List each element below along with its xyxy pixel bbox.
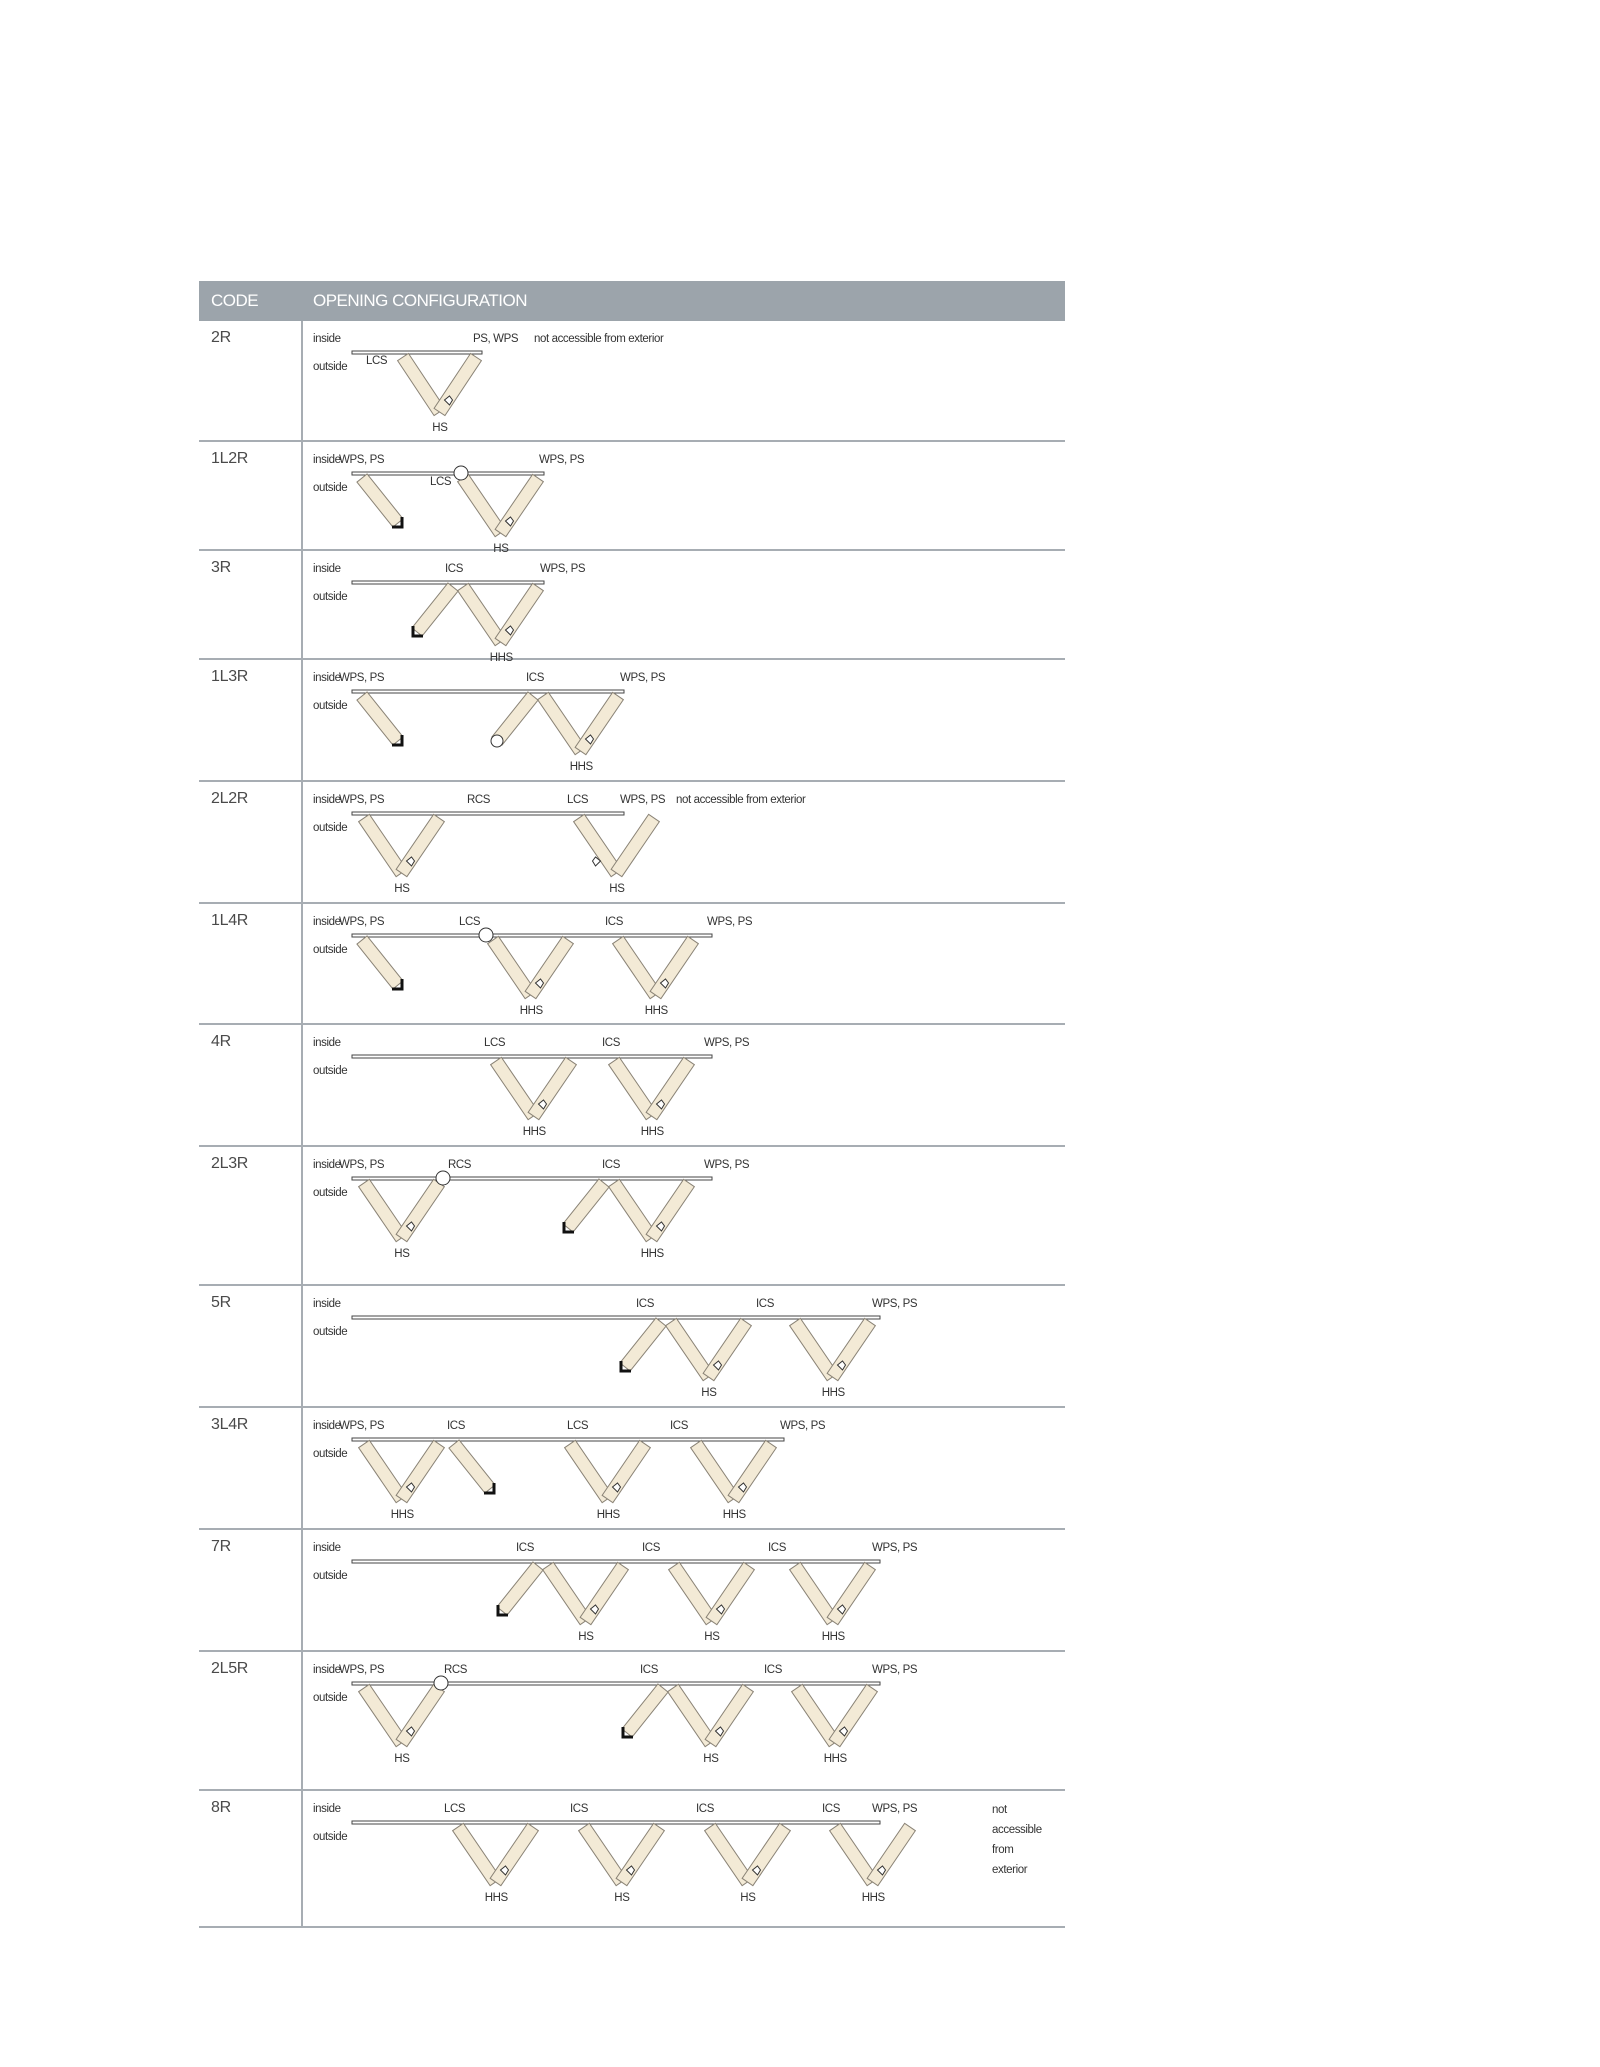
inside-label: inside [313,1159,341,1171]
table-row [199,1652,1065,1791]
diagram-group [313,1037,750,1138]
table-row [199,551,1065,664]
configuration-code: 7R [211,1538,231,1555]
hinge-label: HS [394,1248,410,1260]
hinge-label: HS [704,1631,720,1643]
opening-configuration-diagram [302,660,1062,782]
hinge-label: HHS [596,1509,620,1521]
hinge-label: HHS [640,1248,664,1260]
door-panel [490,1823,538,1885]
position-label: ICS [822,1803,840,1815]
door-panel [449,1440,495,1493]
outside-label: outside [313,1187,348,1199]
opening-configuration-diagram [302,1530,1062,1652]
position-label: WPS, PS [339,794,385,806]
position-label: ICS [602,1159,620,1171]
opening-configuration-diagram [302,1025,1062,1147]
door-panel [575,692,623,754]
outside-label: outside [313,822,348,834]
opening-configuration-diagram [302,321,1062,442]
position-label: ICS [602,1037,620,1049]
position-label: ICS [768,1542,786,1554]
door-panel [412,583,458,636]
inside-label: inside [313,333,341,345]
configuration-code: 3L4R [211,1416,249,1433]
hinge-label: HHS [722,1509,746,1521]
hinge-label: HS [703,1753,719,1765]
pivot-knob-icon [491,735,503,747]
table-row [199,1147,1065,1286]
door-panel [611,814,659,876]
pivot-knob-icon [454,466,468,480]
position-label: RCS [444,1664,468,1676]
door-panel [357,936,403,989]
door-panel [495,583,543,645]
door-panel [396,1179,444,1241]
opening-configuration-diagram [302,1286,1062,1408]
position-label: WPS, PS [704,1037,750,1049]
configuration-code: 2L3R [211,1155,249,1172]
diagram-group [313,1542,918,1643]
access-note: not accessible from exterior [676,794,806,806]
position-label: WPS, PS [339,1420,385,1432]
position-label: LCS [444,1803,466,1815]
hinge-label: HHS [861,1892,885,1904]
hinge-label: HS [432,422,448,434]
outside-label: outside [313,1692,348,1704]
hinge-label: HHS [489,652,513,664]
hinge-label: HS [701,1387,717,1399]
hinge-label: HHS [390,1509,414,1521]
inside-label: inside [313,1664,341,1676]
position-label: WPS, PS [872,1803,918,1815]
configuration-code: 5R [211,1294,231,1311]
position-label: ICS [764,1664,782,1676]
hinge-label: HHS [823,1753,847,1765]
access-note: from [992,1844,1014,1856]
outside-label: outside [313,1570,348,1582]
hinge-label: HHS [484,1892,508,1904]
diagram-group [313,1803,1042,1904]
position-label: ICS [640,1664,658,1676]
track-line [352,690,624,693]
door-panel [528,1057,576,1119]
position-label: LCS [459,916,481,928]
position-label: ICS [516,1542,534,1554]
door-panel [497,1562,543,1615]
opening-configuration-diagram [302,782,1062,904]
table-row [199,660,1065,782]
position-label: WPS, PS [539,454,585,466]
position-label: WPS, PS [620,794,666,806]
position-label: WPS, PS [540,563,586,575]
access-note: exterior [992,1864,1028,1876]
track-line [352,472,544,475]
hinge-label: HHS [821,1387,845,1399]
position-label: WPS, PS [872,1298,918,1310]
door-panel [580,1562,628,1624]
position-label: WPS, PS [872,1542,918,1554]
pivot-knob-icon [434,1676,448,1690]
access-note: not [992,1804,1007,1816]
door-panel [563,1179,609,1232]
door-panel [434,353,481,415]
hinge-label: HS [578,1631,594,1643]
outside-label: outside [313,361,348,373]
configuration-column-header: OPENING CONFIGURATION [313,291,527,310]
track-line [352,1682,880,1685]
hinge-label: HHS [522,1126,546,1138]
track-line [352,1438,784,1441]
table-row [199,782,1065,904]
door-panel [829,1684,877,1746]
position-label: WPS, PS [339,1159,385,1171]
door-panel [396,1440,444,1502]
hinge-label: HHS [644,1005,668,1017]
hinge-label: HS [614,1892,630,1904]
hinge-label: HS [394,1753,410,1765]
door-panel [728,1440,776,1502]
position-label: ICS [670,1420,688,1432]
position-label: WPS, PS [704,1159,750,1171]
pivot-knob-icon [436,1171,450,1185]
opening-configuration-diagram [302,551,1062,664]
configuration-code: 1L2R [211,450,249,467]
position-label: WPS, PS [339,1664,385,1676]
track-line [352,1055,712,1058]
table-row [199,442,1065,555]
position-label: ICS [570,1803,588,1815]
position-label: ICS [605,916,623,928]
door-panel [622,1684,668,1737]
track-line [352,1821,880,1824]
position-label: ICS [447,1420,465,1432]
configuration-code: 2L2R [211,790,249,807]
table-header [199,281,1065,321]
track-line [352,351,482,354]
diagram-group [313,916,753,1017]
inside-label: inside [313,794,341,806]
outside-label: outside [313,944,348,956]
door-panel [616,1823,664,1885]
inside-label: inside [313,1298,341,1310]
access-note: accessible [992,1824,1042,1836]
opening-configuration-diagram [302,1408,1062,1530]
position-label: PS, WPS [473,333,519,345]
diagram-group [313,333,664,434]
position-label: LCS [430,476,452,488]
door-panel [357,692,403,745]
door-panel [646,1057,694,1119]
door-panel [827,1318,875,1380]
track-line [352,1177,712,1180]
door-panel [602,1440,650,1502]
door-panel [742,1823,790,1885]
position-label: ICS [445,563,463,575]
inside-label: inside [313,563,341,575]
position-label: RCS [448,1159,472,1171]
hinge-label: HHS [821,1631,845,1643]
hinge-label: HS [609,883,625,895]
position-label: WPS, PS [339,454,385,466]
hinge-label: HS [394,883,410,895]
outside-label: outside [313,591,348,603]
opening-configuration-diagram [302,1652,1062,1791]
position-label: WPS, PS [339,672,385,684]
outside-label: outside [313,1326,348,1338]
position-label: LCS [567,1420,589,1432]
diagram-group [313,1298,918,1399]
inside-label: inside [313,916,341,928]
table-row [199,1286,1065,1408]
opening-configuration-diagram [302,1147,1062,1286]
inside-label: inside [313,1037,341,1049]
door-panel [396,1684,444,1746]
table-row [199,1530,1065,1652]
door-panel [495,474,543,536]
door-panel [827,1562,875,1624]
diagram-group [313,1159,750,1260]
outside-label: outside [313,700,348,712]
configuration-code: 1L4R [211,912,249,929]
track-line [352,934,712,937]
table-row [199,321,1065,442]
hinge-label: HHS [519,1005,543,1017]
opening-configuration-diagram [302,442,1062,555]
position-label: RCS [467,794,491,806]
access-note: not accessible from exterior [534,333,664,345]
diagram-group [313,454,585,555]
configuration-code: 4R [211,1033,231,1050]
table-row [199,904,1065,1025]
door-panel [867,1823,915,1885]
position-label: ICS [636,1298,654,1310]
inside-label: inside [313,454,341,466]
opening-configuration-diagram [302,1791,1062,1928]
door-panel [357,474,403,527]
position-label: WPS, PS [620,672,666,684]
door-panel [396,814,444,876]
configuration-code: 2R [211,329,231,346]
position-label: WPS, PS [872,1664,918,1676]
configuration-code: 3R [211,559,231,576]
position-label: WPS, PS [780,1420,826,1432]
door-panel [620,1318,666,1371]
configuration-code: 1L3R [211,668,249,685]
hinge-label: HHS [569,761,593,773]
inside-label: inside [313,1420,341,1432]
door-panel [646,1179,694,1241]
position-label: ICS [526,672,544,684]
hinge-label: HHS [640,1126,664,1138]
outside-label: outside [313,482,348,494]
diagram-group [313,672,666,773]
diagram-group [313,563,586,664]
opening-configuration-diagram [302,904,1062,1025]
diagram-group [313,1664,918,1765]
table-row [199,1025,1065,1147]
pivot-knob-icon [479,928,493,942]
inside-label: inside [313,1803,341,1815]
table-row [199,1408,1065,1530]
door-panel [705,1684,753,1746]
outside-label: outside [313,1065,348,1077]
position-label: LCS [366,355,388,367]
position-label: ICS [696,1803,714,1815]
configuration-code: 2L5R [211,1660,249,1677]
inside-label: inside [313,672,341,684]
position-label: ICS [642,1542,660,1554]
door-panel [525,936,573,998]
inside-label: inside [313,1542,341,1554]
table-row [199,1791,1065,1928]
diagram-group [313,1420,826,1521]
door-panel [706,1562,754,1624]
hinge-label: HS [740,1892,756,1904]
configuration-code: 8R [211,1799,231,1816]
position-label: LCS [567,794,589,806]
outside-label: outside [313,1831,348,1843]
position-label: ICS [756,1298,774,1310]
position-label: WPS, PS [339,916,385,928]
outside-label: outside [313,1448,348,1460]
door-panel [703,1318,751,1380]
door-panel [650,936,698,998]
diagram-group [313,794,806,895]
code-column-header: CODE [211,291,259,310]
position-label: WPS, PS [707,916,753,928]
hinge-label: HS [493,543,509,555]
position-label: LCS [484,1037,506,1049]
